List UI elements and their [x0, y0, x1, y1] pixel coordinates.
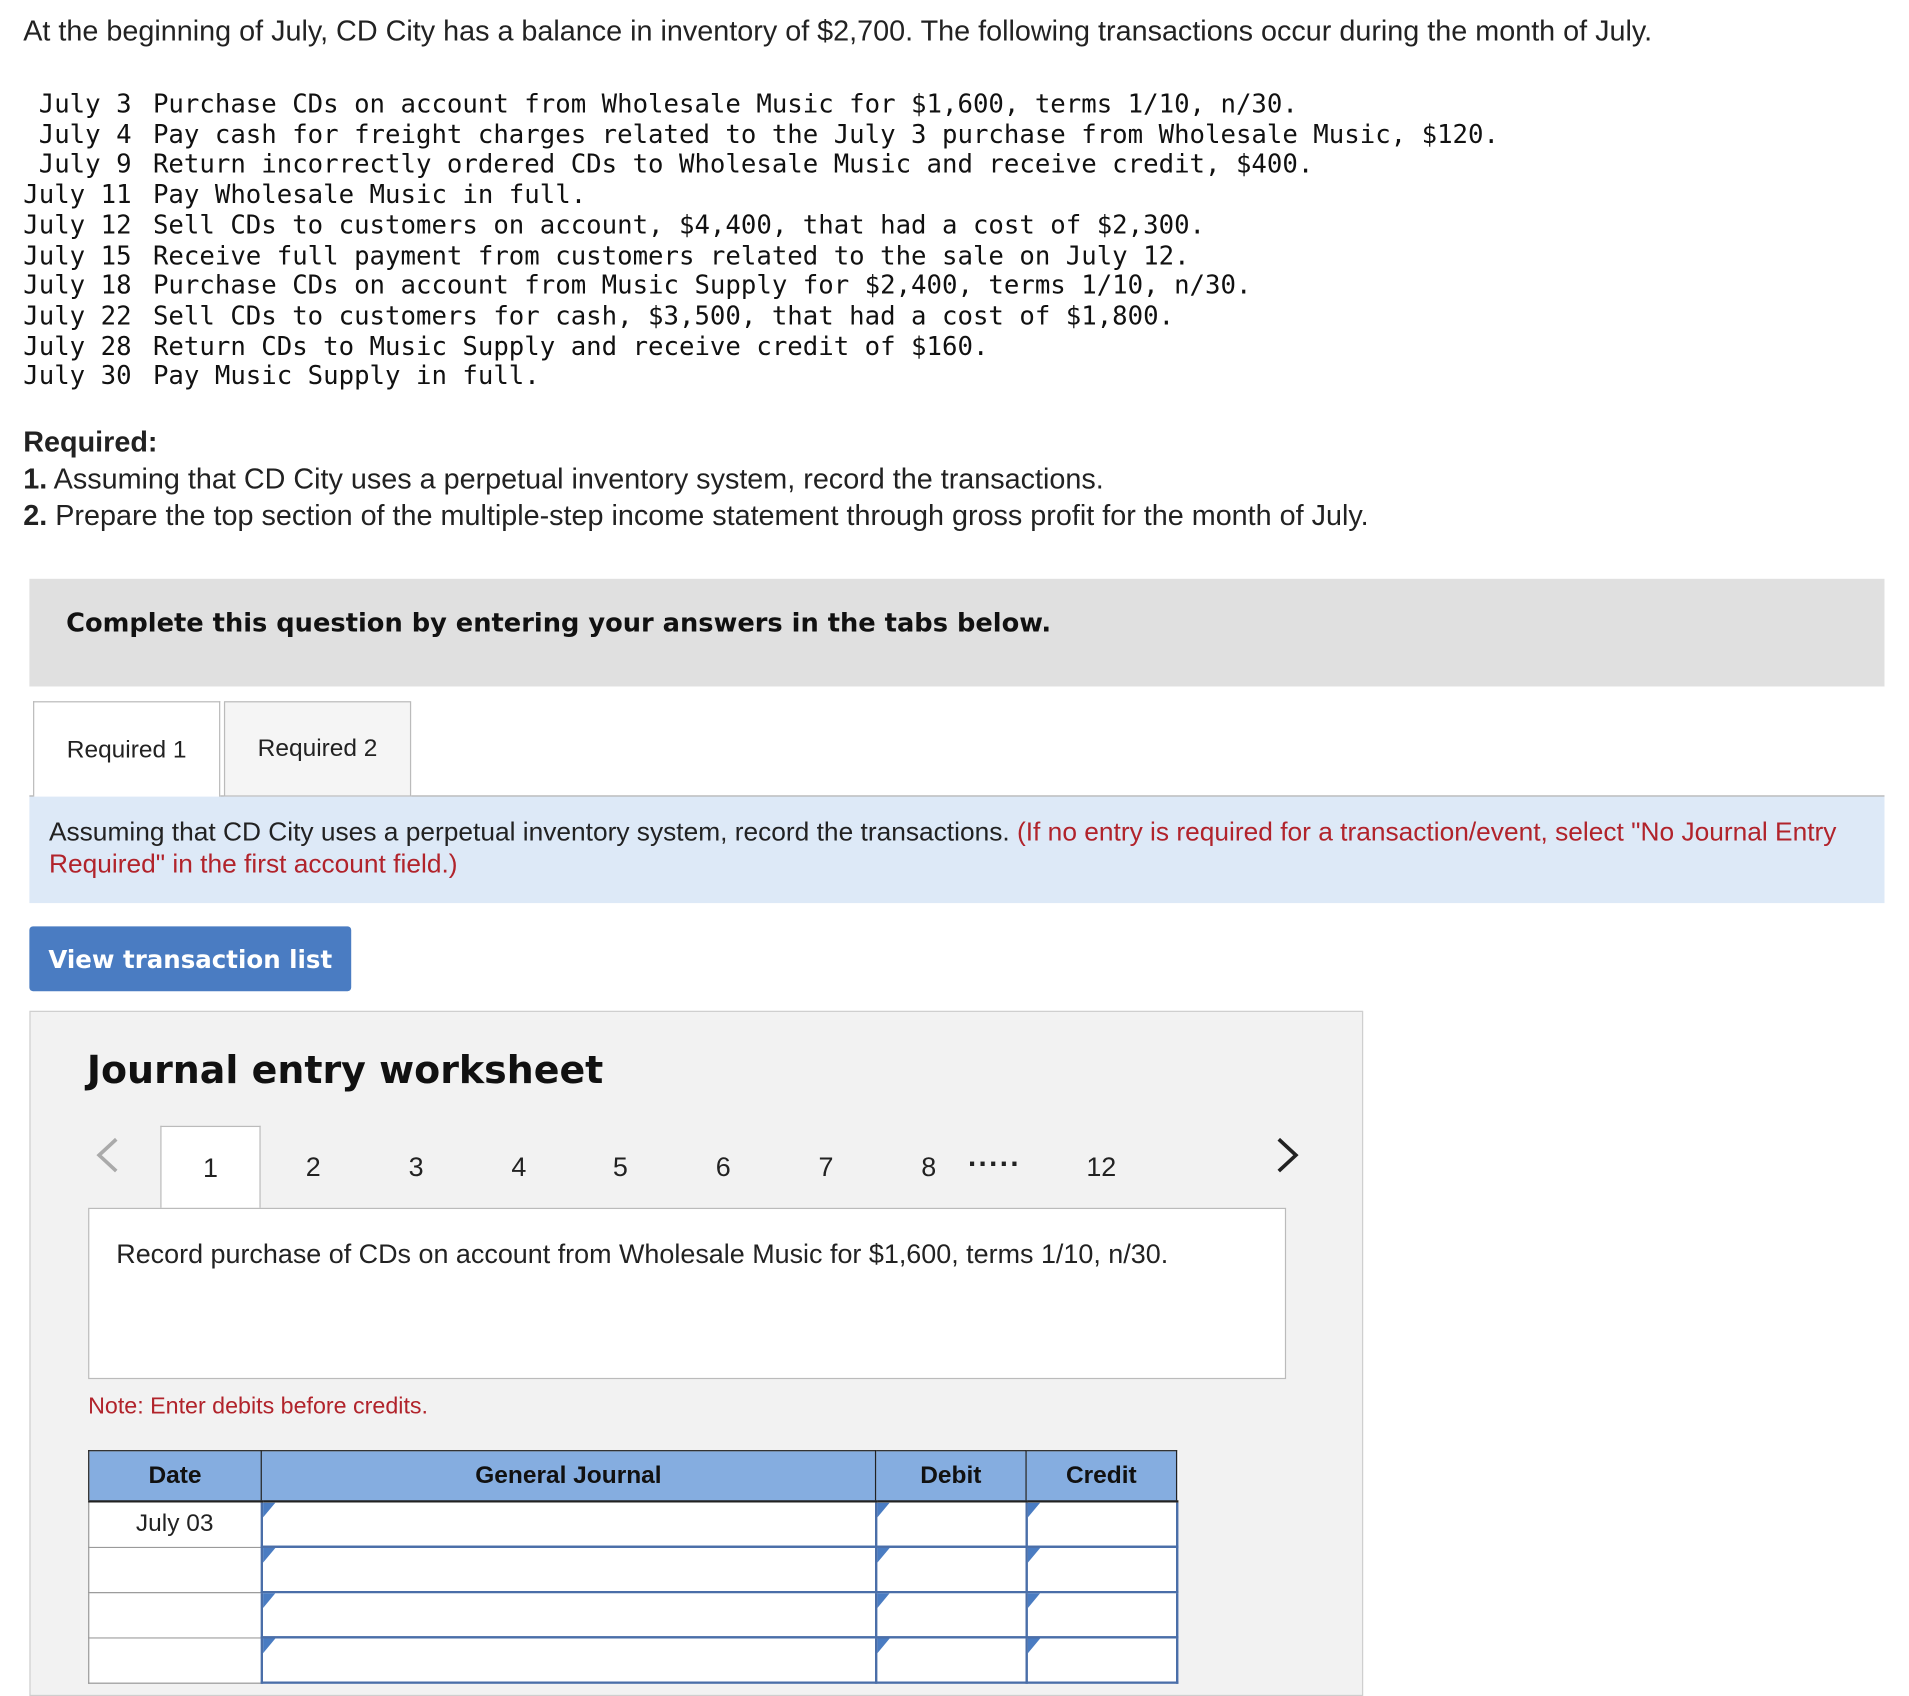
column-header-general-journal: General Journal	[261, 1451, 875, 1502]
view-transaction-list-button[interactable]: View transaction list	[29, 926, 351, 991]
transaction-text: Pay Music Supply in full.	[152, 361, 540, 391]
credit-input[interactable]	[1027, 1593, 1175, 1636]
transaction-date: July 11	[23, 180, 132, 210]
account-input[interactable]	[262, 1548, 874, 1591]
credit-input[interactable]	[1027, 1548, 1175, 1591]
transaction-text: Purchase CDs on account from Wholesale Music for $1,600, terms 1/10, n/30.	[152, 89, 1298, 119]
transaction-row	[23, 361, 1499, 391]
account-input[interactable]	[262, 1503, 874, 1546]
dropdown-marker-icon	[1027, 1639, 1039, 1654]
banner-text: Complete this question by entering your answers in the tabs below.	[66, 608, 1052, 638]
debit-input[interactable]	[877, 1503, 1025, 1546]
transaction-date: July 30	[23, 361, 132, 391]
journal-header-row	[89, 1451, 1177, 1502]
worksheet-title: Journal entry worksheet	[86, 1048, 604, 1093]
account-input-cell[interactable]	[261, 1637, 875, 1682]
dropdown-marker-icon	[877, 1639, 889, 1654]
required-item	[23, 460, 1368, 497]
dropdown-marker-icon	[1027, 1548, 1039, 1563]
debit-input[interactable]	[877, 1639, 1025, 1682]
required-item	[23, 497, 1368, 534]
required-item-number: 2.	[23, 499, 48, 532]
transaction-date: July 4	[23, 119, 132, 149]
account-input-cell[interactable]	[261, 1592, 875, 1637]
intro-text: At the beginning of July, CD City has a balance in inventory of $2,700. The following transactions occur during the month of July.	[23, 14, 1653, 47]
transaction-date: July 15	[23, 240, 132, 270]
transaction-row	[23, 120, 1499, 150]
credit-input-cell[interactable]	[1026, 1501, 1177, 1546]
column-header-date: Date	[89, 1451, 262, 1502]
entry-tab-3[interactable]: 3	[408, 1151, 424, 1183]
transaction-date: July 28	[23, 331, 132, 361]
transaction-date: July 22	[23, 300, 132, 331]
entry-tab-2[interactable]: 2	[305, 1151, 321, 1183]
dropdown-marker-icon	[262, 1503, 274, 1518]
account-input-cell[interactable]	[261, 1547, 875, 1592]
dropdown-marker-icon	[1027, 1503, 1039, 1518]
tab-instruction	[29, 797, 1884, 903]
transaction-date: July 9	[23, 149, 132, 180]
entry-description-text: Record purchase of CDs on account from Wholesale Music for $1,600, terms 1/10, n/30.	[116, 1238, 1169, 1269]
tab-required-1[interactable]: Required 1	[33, 701, 220, 799]
journal-date-cell	[89, 1592, 262, 1637]
entry-description	[88, 1208, 1286, 1379]
debit-input[interactable]	[877, 1548, 1025, 1591]
account-input[interactable]	[262, 1593, 874, 1636]
transaction-date: July 12	[23, 210, 132, 240]
entry-tab-5[interactable]: 5	[612, 1151, 628, 1183]
column-header-debit: Debit	[876, 1451, 1027, 1502]
chevron-right-icon[interactable]	[1271, 1134, 1303, 1176]
debit-input-cell[interactable]	[876, 1501, 1027, 1546]
required-item-text: Prepare the top section of the multiple-step income statement through gross profit for the month of July.	[47, 499, 1369, 532]
credit-input[interactable]	[1027, 1639, 1175, 1682]
instruction-text: Assuming that CD City uses a perpetual inventory system, record the transactions.	[48, 817, 1017, 847]
dropdown-marker-icon	[262, 1593, 274, 1608]
dropdown-marker-icon	[262, 1548, 274, 1563]
journal-date-cell	[89, 1547, 262, 1592]
journal-worksheet	[29, 1011, 1363, 1696]
transaction-row	[23, 271, 1499, 301]
debit-input-cell[interactable]	[876, 1637, 1027, 1682]
credit-input-cell[interactable]	[1026, 1637, 1177, 1682]
journal-row	[89, 1547, 1177, 1592]
required-item-number: 1.	[23, 462, 48, 495]
transaction-row	[23, 210, 1499, 240]
dropdown-marker-icon	[877, 1593, 889, 1608]
required-title: Required:	[23, 425, 158, 458]
journal-date-cell: July 03	[89, 1501, 262, 1546]
debit-input[interactable]	[877, 1593, 1025, 1636]
transaction-text: Pay Wholesale Music in full.	[152, 180, 587, 210]
required-section	[23, 423, 1368, 533]
entry-tab-6[interactable]: 6	[715, 1151, 731, 1183]
transaction-row	[23, 331, 1499, 361]
debit-credit-note: Note: Enter debits before credits.	[88, 1393, 429, 1420]
journal-row	[89, 1637, 1177, 1682]
journal-date-cell	[89, 1637, 262, 1682]
transaction-text: Pay cash for freight charges related to the July 3 purchase from Wholesale Music, $120.	[152, 119, 1499, 149]
entry-tab-1[interactable]: 1	[160, 1126, 260, 1209]
journal-row	[89, 1501, 1177, 1546]
instruction-banner	[29, 579, 1884, 687]
transaction-text: Sell CDs to customers for cash, $3,500, that had a cost of $1,800.	[152, 300, 1175, 331]
transaction-text: Return CDs to Music Supply and receive credit of $160.	[152, 331, 989, 361]
credit-input-cell[interactable]	[1026, 1592, 1177, 1637]
transaction-date: July 3	[23, 89, 132, 119]
dropdown-marker-icon	[1027, 1593, 1039, 1608]
transaction-date: July 18	[23, 270, 132, 301]
credit-input[interactable]	[1027, 1503, 1175, 1546]
transaction-row	[23, 301, 1499, 331]
entry-tab-4[interactable]: 4	[511, 1151, 527, 1183]
column-header-credit: Credit	[1026, 1451, 1177, 1502]
transaction-text: Return incorrectly ordered CDs to Wholesale Music and receive credit, $400.	[152, 149, 1314, 180]
entry-tab-12[interactable]: 12	[1086, 1151, 1117, 1183]
credit-input-cell[interactable]	[1026, 1547, 1177, 1592]
account-input[interactable]	[262, 1639, 874, 1682]
transaction-row	[23, 180, 1499, 210]
dropdown-marker-icon	[877, 1548, 889, 1563]
entry-tab-7[interactable]: 7	[818, 1151, 834, 1183]
account-input-cell[interactable]	[261, 1501, 875, 1546]
transaction-text: Purchase CDs on account from Music Supply for $2,400, terms 1/10, n/30.	[152, 270, 1252, 301]
dropdown-marker-icon	[877, 1503, 889, 1518]
transaction-text: Receive full payment from customers related to the sale on July 12.	[152, 240, 1190, 270]
debit-input-cell[interactable]	[876, 1547, 1027, 1592]
transaction-list	[23, 89, 1499, 391]
chevron-left-icon[interactable]	[92, 1134, 124, 1176]
journal-table	[88, 1450, 1178, 1684]
pagination-ellipsis: .....	[967, 1140, 1021, 1174]
transaction-row	[23, 89, 1499, 119]
debit-input-cell[interactable]	[876, 1592, 1027, 1637]
dropdown-marker-icon	[262, 1639, 274, 1654]
transaction-text: Sell CDs to customers on account, $4,400, that had a cost of $2,300.	[152, 210, 1206, 240]
transaction-row	[23, 150, 1499, 180]
transaction-row	[23, 240, 1499, 270]
journal-row	[89, 1592, 1177, 1637]
tab-required-2[interactable]: Required 2	[224, 701, 411, 796]
entry-tab-8[interactable]: 8	[921, 1151, 937, 1183]
required-item-text: Assuming that CD City uses a perpetual inventory system, record the transactions.	[47, 462, 1104, 495]
instruction-hint: (If no entry is required for a transaction/event, select "No Journal Entry Required" in the first account field.)	[48, 817, 1837, 879]
